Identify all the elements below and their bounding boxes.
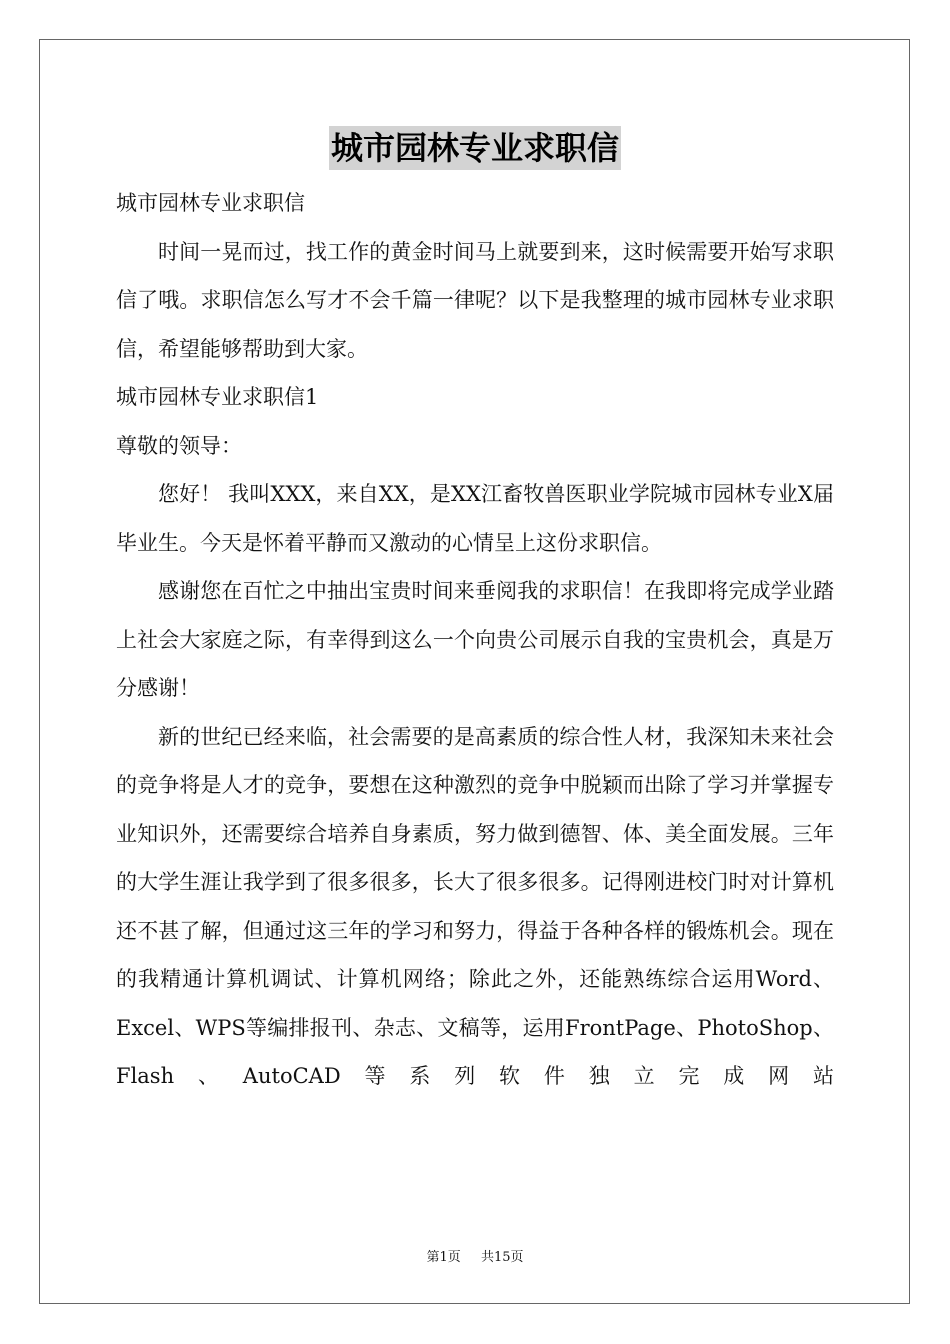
document-title: 城市园林专业求职信	[329, 126, 621, 170]
paragraph-body: 新的世纪已经来临，社会需要的是高素质的综合性人材，我深知未来社会的竞争将是人才的竞争，要想在这种激烈的竞争中脱颖而出除了学习并掌握专业知识外，还需要综合培养自身素质，努力做到德智、体、美全面发展。三年的大学生涯让我学到了很多很多，长大了很多很多。记得刚进校门时对计算机还不甚了解，但通过这三年的学习和努力，得益于各种各样的锻炼机会。现在的我精通计算机调试、计算机网络；除此之外，还能熟练综合运用Word、Excel、WPS等编排报刊、杂志、文稿等，运用FrontPage、PhotoShop、Flash、AutoCAD等系列软件独立完成网站	[116, 724, 834, 1088]
paragraph-greeting: 您好！ 我叫XXX，来自XX，是XX江畜牧兽医职业学院城市园林专业X届毕业生。今天是怀着平静而又激动的心情呈上这份求职信。	[116, 482, 834, 555]
paragraph-intro: 时间一晃而过，找工作的黄金时间马上就要到来，这时候需要开始写求职信了哦。求职信怎么写才不会千篇一律呢？以下是我整理的城市园林专业求职信，希望能够帮助到大家。	[116, 239, 834, 361]
page-footer	[0, 1246, 950, 1265]
page-number: 第1页	[426, 1250, 461, 1265]
page-total: 共15页	[480, 1250, 524, 1265]
paragraph-subtitle: 城市园林专业求职信	[116, 191, 305, 215]
paragraph-letter-heading: 城市园林专业求职信1	[116, 385, 319, 409]
document-body	[116, 179, 834, 1101]
title-container	[0, 126, 950, 170]
paragraph-salutation: 尊敬的领导：	[116, 433, 242, 458]
paragraph-thanks: 感谢您在百忙之中抽出宝贵时间来垂阅我的求职信！在我即将完成学业踏上社会大家庭之际，有幸得到这么一个向贵公司展示自我的宝贵机会，真是万分感谢！	[116, 579, 834, 700]
